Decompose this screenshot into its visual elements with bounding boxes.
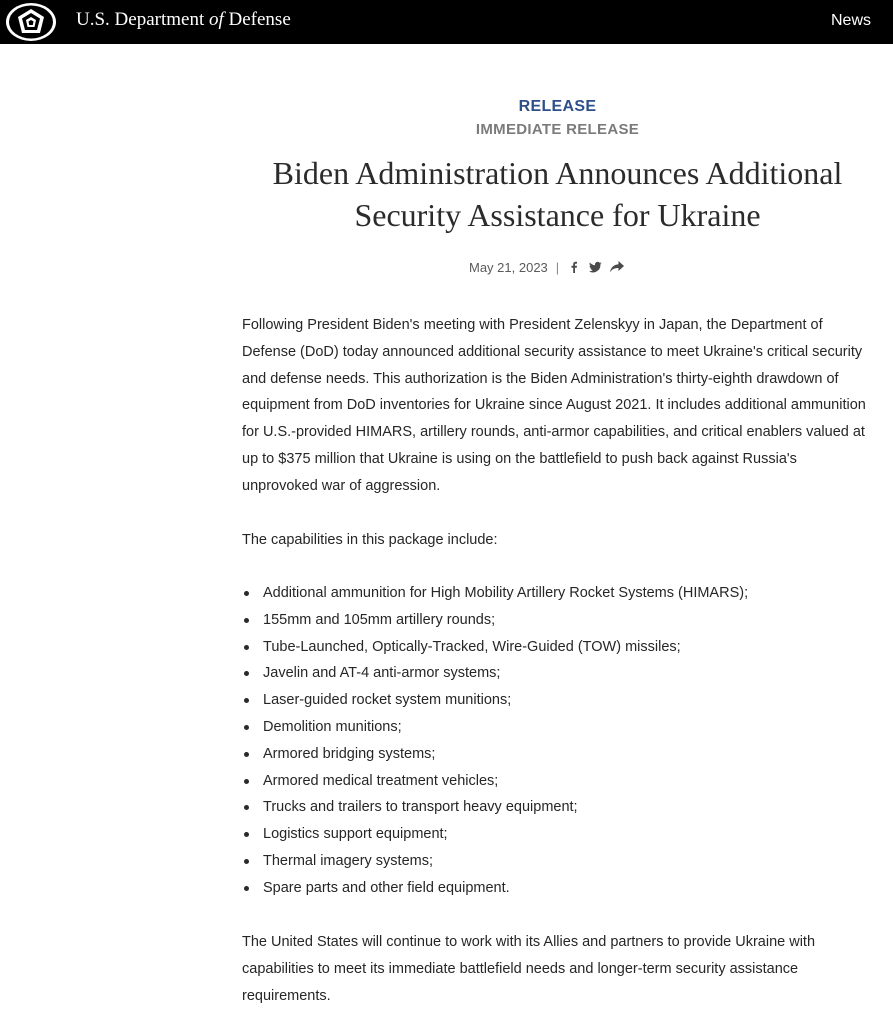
list-item: Armored medical treatment vehicles; bbox=[242, 768, 872, 795]
release-category[interactable]: RELEASE bbox=[518, 98, 597, 115]
release-subcategory: IMMEDIATE RELEASE bbox=[475, 121, 640, 138]
list-item: Logistics support equipment; bbox=[242, 821, 872, 848]
list-item: Spare parts and other field equipment. bbox=[242, 875, 872, 902]
capabilities-list bbox=[242, 580, 872, 902]
publish-date: May 21, 2023 bbox=[469, 259, 548, 275]
site-title[interactable] bbox=[76, 9, 291, 31]
site-title-suffix: Defense bbox=[223, 9, 291, 30]
list-item: Trucks and trailers to transport heavy equipment; bbox=[242, 794, 872, 821]
share-icon[interactable] bbox=[610, 261, 622, 273]
top-navigation-bar bbox=[0, 0, 893, 44]
facebook-icon[interactable] bbox=[568, 261, 580, 273]
twitter-icon[interactable] bbox=[589, 261, 601, 273]
site-title-prefix: U.S. Department bbox=[76, 9, 209, 30]
pentagon-seal-icon[interactable] bbox=[4, 2, 58, 42]
list-item: Armored bridging systems; bbox=[242, 741, 872, 768]
list-item: Thermal imagery systems; bbox=[242, 848, 872, 875]
nav-news-link[interactable]: News bbox=[830, 12, 871, 29]
list-item: Laser-guided rocket system munitions; bbox=[242, 687, 872, 714]
article-meta bbox=[469, 257, 631, 277]
list-item: Javelin and AT-4 anti-armor systems; bbox=[242, 660, 872, 687]
list-item: Tube-Launched, Optically-Tracked, Wire-Guided (TOW) missiles; bbox=[242, 634, 872, 661]
article-paragraph-1: Following President Biden's meeting with President Zelenskyy in Japan, the Department of Defense (DoD) today announced additional security assistance to meet Ukraine's critical security and defense needs. This authorization is the Biden Administration's thirty-eighth drawdown of equipment from DoD inventories for Ukraine since August 2021. It includes additional ammunition for U.S.-provided HIMARS, artillery rounds, anti-armor capabilities, and critical enablers valued at up to $375 million that Ukraine is using on the battlefield to push back against Russia's unprovoked war of aggression. bbox=[242, 317, 866, 494]
meta-separator: | bbox=[555, 259, 560, 275]
site-title-of: of bbox=[208, 9, 224, 30]
page-title: Biden Administration Announces Additional Security Assistance for Ukraine bbox=[272, 155, 843, 233]
list-item: Additional ammunition for High Mobility Artillery Rocket Systems (HIMARS); bbox=[242, 580, 872, 607]
list-item: 155mm and 105mm artillery rounds; bbox=[242, 607, 872, 634]
list-item: Demolition munitions; bbox=[242, 714, 872, 741]
article-paragraph-final: The United States will continue to work with its Allies and partners to provide Ukraine with capabilities to meet its immediate battlefield needs and longer-term security assistance requirements. bbox=[242, 934, 816, 1004]
capabilities-intro: The capabilities in this package include: bbox=[242, 532, 498, 548]
